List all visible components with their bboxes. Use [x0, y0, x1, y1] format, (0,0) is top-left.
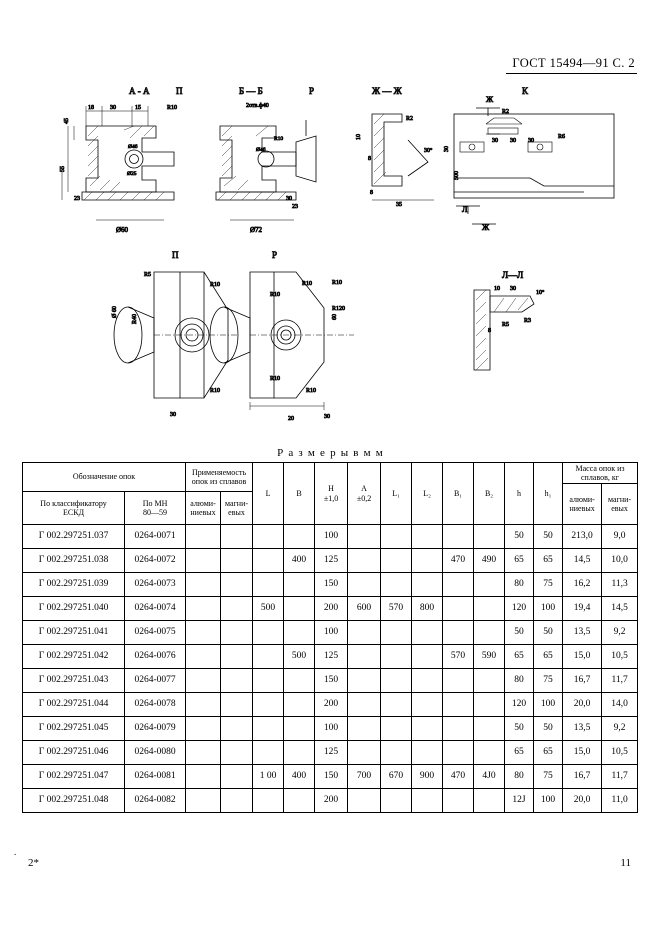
th-app-magn: магни- евых: [221, 492, 253, 525]
cell-L1: [381, 645, 412, 669]
cell-mass-alum: 16,7: [563, 765, 602, 789]
svg-text:30: 30: [444, 146, 450, 152]
th-L2: L₂: [412, 463, 443, 525]
cell-mn: 0264-0073: [125, 573, 186, 597]
cell-mass-alum: 19,4: [563, 597, 602, 621]
cell-L: [253, 525, 284, 549]
cell-classifier: Г 002.297251.039: [23, 573, 125, 597]
svg-text:Р: Р: [272, 250, 278, 260]
standard-number: ГОСТ 15494—91 С. 2: [512, 56, 635, 70]
svg-text:R6: R6: [558, 134, 566, 140]
table-header-row-1: [23, 463, 638, 484]
svg-text:Ø46: Ø46: [256, 147, 266, 153]
cell-mass-magn: 10,5: [602, 645, 638, 669]
cell-app-alum: [186, 693, 221, 717]
cell-classifier: Г 002.297251.040: [23, 597, 125, 621]
cell-A: [348, 525, 381, 549]
svg-text:К: К: [522, 86, 529, 96]
table-row[interactable]: [23, 717, 638, 741]
svg-text:R10: R10: [167, 105, 178, 111]
cell-mass-alum: 15,0: [563, 645, 602, 669]
cell-B1: 470: [443, 765, 474, 789]
svg-text:30: 30: [110, 105, 116, 111]
svg-text:30°: 30°: [424, 148, 433, 154]
cell-h: 65: [505, 645, 534, 669]
cell-h1: 50: [534, 621, 563, 645]
cell-app-magn: [221, 621, 253, 645]
cell-L1: [381, 789, 412, 813]
cell-mass-magn: 14,5: [602, 597, 638, 621]
cell-A: [348, 621, 381, 645]
svg-text:Ø72: Ø72: [250, 226, 263, 234]
cell-H: 150: [315, 573, 348, 597]
cell-B: [284, 717, 315, 741]
cell-mass-magn: 9,2: [602, 621, 638, 645]
cell-L2: [412, 741, 443, 765]
cell-B1: [443, 573, 474, 597]
svg-text:R10: R10: [306, 388, 317, 394]
document-header: [512, 56, 635, 71]
th-B: B: [284, 463, 315, 525]
th-A: A ±0,2: [348, 463, 381, 525]
cell-mass-alum: 20,0: [563, 789, 602, 813]
cell-h: 80: [505, 669, 534, 693]
svg-text:П: П: [172, 250, 179, 260]
cell-app-magn: [221, 645, 253, 669]
cell-B1: [443, 693, 474, 717]
cell-h: 80: [505, 573, 534, 597]
cell-h1: 65: [534, 645, 563, 669]
footer-left: 2*: [28, 857, 39, 869]
cell-L: [253, 789, 284, 813]
th-h1: h₁: [534, 463, 563, 525]
svg-text:Ø60: Ø60: [116, 226, 129, 234]
cell-B2: [474, 789, 505, 813]
svg-text:R120: R120: [332, 306, 346, 312]
cell-A: [348, 669, 381, 693]
svg-text:23: 23: [292, 204, 298, 210]
svg-text:30: 30: [286, 196, 292, 202]
svg-text:20: 20: [288, 416, 294, 422]
cell-app-magn: [221, 597, 253, 621]
cell-h: 65: [505, 741, 534, 765]
svg-text:Р: Р: [309, 86, 315, 96]
cell-mass-alum: 16,2: [563, 573, 602, 597]
cell-app-alum: [186, 669, 221, 693]
cell-B: [284, 693, 315, 717]
cell-H: 125: [315, 645, 348, 669]
cell-app-magn: [221, 765, 253, 789]
cell-classifier: Г 002.297251.048: [23, 789, 125, 813]
cell-app-alum: [186, 645, 221, 669]
cell-app-alum: [186, 621, 221, 645]
cell-app-alum: [186, 741, 221, 765]
svg-text:30: 30: [492, 138, 498, 144]
cell-L: [253, 621, 284, 645]
svg-text:R10: R10: [302, 281, 313, 287]
cell-A: [348, 717, 381, 741]
cell-h: 50: [505, 717, 534, 741]
svg-text:8: 8: [370, 190, 373, 196]
svg-text:8: 8: [488, 328, 491, 334]
cell-B1: [443, 597, 474, 621]
cell-B1: [443, 789, 474, 813]
cell-H: 150: [315, 669, 348, 693]
svg-text:R10: R10: [270, 292, 281, 298]
cell-L2: [412, 549, 443, 573]
cell-mn: 0264-0081: [125, 765, 186, 789]
cell-L: [253, 717, 284, 741]
cell-H: 100: [315, 525, 348, 549]
svg-text:55: 55: [60, 166, 66, 172]
table-row[interactable]: [23, 621, 638, 645]
th-B2: B₂: [474, 463, 505, 525]
cell-classifier: Г 002.297251.037: [23, 525, 125, 549]
th-mass-alum: алюми- ниевых: [563, 484, 602, 525]
table-row[interactable]: [23, 573, 638, 597]
cell-B2: 490: [474, 549, 505, 573]
cell-L: [253, 693, 284, 717]
cell-L1: [381, 549, 412, 573]
cell-L: [253, 549, 284, 573]
cell-mn: 0264-0078: [125, 693, 186, 717]
cell-B2: [474, 693, 505, 717]
cell-L: [253, 669, 284, 693]
table-row[interactable]: [23, 549, 638, 573]
cell-classifier: Г 002.297251.041: [23, 621, 125, 645]
cell-classifier: Г 002.297251.038: [23, 549, 125, 573]
cell-h: 50: [505, 621, 534, 645]
svg-text:18: 18: [88, 105, 94, 111]
cell-mass-alum: 16,7: [563, 669, 602, 693]
cell-L1: [381, 741, 412, 765]
cell-L1: [381, 621, 412, 645]
cell-app-magn: [221, 717, 253, 741]
svg-text:R10: R10: [274, 136, 284, 142]
cell-mn: 0264-0080: [125, 741, 186, 765]
cell-H: 125: [315, 741, 348, 765]
cell-mn: 0264-0074: [125, 597, 186, 621]
cell-h1: 75: [534, 669, 563, 693]
cell-B1: 470: [443, 549, 474, 573]
svg-text:Л: Л: [462, 205, 468, 214]
svg-text:R2: R2: [406, 116, 414, 122]
cell-mass-magn: 10,0: [602, 549, 638, 573]
svg-text:2отв.ф40: 2отв.ф40: [246, 103, 269, 109]
cell-B: [284, 669, 315, 693]
cell-L1: [381, 717, 412, 741]
svg-text:23: 23: [74, 196, 80, 202]
cell-mn: 0264-0071: [125, 525, 186, 549]
table-row[interactable]: [23, 525, 638, 549]
cell-h1: 65: [534, 741, 563, 765]
th-applicability: Применяемость опок из сплавов: [186, 463, 253, 492]
cell-app-alum: [186, 765, 221, 789]
table-body: [23, 525, 638, 813]
cell-A: [348, 549, 381, 573]
cell-L1: 570: [381, 597, 412, 621]
svg-text:30: 30: [510, 286, 516, 292]
cell-app-magn: [221, 789, 253, 813]
cell-L1: 670: [381, 765, 412, 789]
svg-text:500: 500: [454, 171, 460, 180]
cell-mn: 0264-0076: [125, 645, 186, 669]
th-B1: B₁: [443, 463, 474, 525]
cell-h1: 50: [534, 525, 563, 549]
th-h: h: [505, 463, 534, 525]
cell-H: 200: [315, 693, 348, 717]
svg-text:Ø 60: Ø 60: [112, 306, 118, 318]
svg-text:Ø46: Ø46: [128, 144, 138, 150]
cell-B2: 4J0: [474, 765, 505, 789]
cell-B: [284, 621, 315, 645]
svg-text:15: 15: [135, 105, 141, 111]
cell-mn: 0264-0079: [125, 717, 186, 741]
cell-B1: [443, 669, 474, 693]
cell-L2: [412, 645, 443, 669]
cell-B1: [443, 717, 474, 741]
th-designation: Обозначение опок: [23, 463, 186, 492]
cell-classifier: Г 002.297251.044: [23, 693, 125, 717]
svg-text:А - А: А - А: [129, 86, 150, 96]
header-rule: [506, 73, 637, 74]
table-row[interactable]: [23, 693, 638, 717]
cell-B2: [474, 597, 505, 621]
cell-H: 100: [315, 621, 348, 645]
cell-app-alum: [186, 789, 221, 813]
cell-mass-magn: 9,2: [602, 717, 638, 741]
cell-H: 200: [315, 597, 348, 621]
svg-text:Ж: Ж: [486, 95, 494, 104]
svg-text:R10: R10: [210, 282, 221, 288]
cell-B2: [474, 573, 505, 597]
cell-L: [253, 741, 284, 765]
cell-L2: [412, 693, 443, 717]
svg-text:R3: R3: [524, 318, 532, 324]
table-row[interactable]: [23, 789, 638, 813]
th-H: H ±1,0: [315, 463, 348, 525]
svg-text:R10: R10: [210, 388, 221, 394]
cell-mass-magn: 11,7: [602, 765, 638, 789]
th-L1: L₁: [381, 463, 412, 525]
th-L: L: [253, 463, 284, 525]
cell-L2: [412, 789, 443, 813]
cell-H: 200: [315, 789, 348, 813]
cell-app-magn: [221, 525, 253, 549]
cell-app-magn: [221, 549, 253, 573]
svg-text:30: 30: [528, 138, 534, 144]
cell-mass-alum: 13,5: [563, 717, 602, 741]
cell-B2: [474, 741, 505, 765]
cell-L2: 900: [412, 765, 443, 789]
cell-mn: 0264-0082: [125, 789, 186, 813]
cell-L2: [412, 669, 443, 693]
svg-text:Л—Л: Л—Л: [502, 270, 524, 280]
svg-text:30: 30: [170, 412, 176, 418]
svg-text:R40: R40: [132, 313, 138, 324]
cell-mn: 0264-0072: [125, 549, 186, 573]
cell-classifier: Г 002.297251.043: [23, 669, 125, 693]
cell-h: 50: [505, 525, 534, 549]
svg-text:Б — Б: Б — Б: [239, 86, 263, 96]
cell-app-alum: [186, 573, 221, 597]
cell-L2: [412, 621, 443, 645]
cell-app-magn: [221, 669, 253, 693]
cell-h1: 75: [534, 573, 563, 597]
cell-classifier: Г 002.297251.047: [23, 765, 125, 789]
table-row[interactable]: [23, 765, 638, 789]
svg-text:R5: R5: [502, 322, 510, 328]
table-row[interactable]: [23, 669, 638, 693]
svg-text:60: 60: [332, 314, 338, 320]
cell-classifier: Г 002.297251.042: [23, 645, 125, 669]
cell-A: [348, 645, 381, 669]
cell-B: [284, 741, 315, 765]
cell-B2: [474, 525, 505, 549]
cell-h: 120: [505, 597, 534, 621]
cell-app-alum: [186, 525, 221, 549]
cell-H: 150: [315, 765, 348, 789]
cell-mass-alum: 14,5: [563, 549, 602, 573]
cell-A: 700: [348, 765, 381, 789]
cell-B1: 570: [443, 645, 474, 669]
cell-app-alum: [186, 597, 221, 621]
cell-L2: [412, 525, 443, 549]
svg-text:10°: 10°: [536, 290, 545, 296]
cell-h1: 50: [534, 717, 563, 741]
cell-app-alum: [186, 717, 221, 741]
cell-B: 400: [284, 765, 315, 789]
cell-L: 1 00: [253, 765, 284, 789]
th-by-classifier: По классификатору ЕСКД: [23, 492, 125, 525]
cell-mass-alum: 13,5: [563, 621, 602, 645]
th-by-mn: По МН 80—59: [125, 492, 186, 525]
cell-h1: 100: [534, 597, 563, 621]
cell-mass-magn: 11,0: [602, 789, 638, 813]
cell-app-alum: [186, 549, 221, 573]
svg-text:Ж: Ж: [482, 223, 490, 232]
cell-L1: [381, 693, 412, 717]
cell-B2: [474, 669, 505, 693]
cell-B: [284, 597, 315, 621]
cell-A: 600: [348, 597, 381, 621]
cell-app-magn: [221, 573, 253, 597]
table-title: Р а з м е р ы в м м: [277, 447, 384, 459]
cell-h: 65: [505, 549, 534, 573]
cell-h: 12J: [505, 789, 534, 813]
cell-classifier: Г 002.297251.045: [23, 717, 125, 741]
cell-L2: 800: [412, 597, 443, 621]
cell-h: 80: [505, 765, 534, 789]
cell-mass-alum: 20,0: [563, 693, 602, 717]
svg-text:R10: R10: [270, 376, 281, 382]
cell-L1: [381, 669, 412, 693]
cell-B: 500: [284, 645, 315, 669]
svg-text:8: 8: [368, 156, 371, 162]
svg-text:Ø25: Ø25: [127, 171, 137, 177]
cell-H: 125: [315, 549, 348, 573]
cell-B: [284, 525, 315, 549]
th-app-alum: алюми- ниевых: [186, 492, 221, 525]
table-row[interactable]: [23, 741, 638, 765]
cell-L2: [412, 717, 443, 741]
svg-text:Ж — Ж: Ж — Ж: [372, 86, 402, 96]
cell-mass-magn: 11,3: [602, 573, 638, 597]
cell-L2: [412, 573, 443, 597]
cell-H: 100: [315, 717, 348, 741]
cell-A: [348, 573, 381, 597]
cell-mass-magn: 14,0: [602, 693, 638, 717]
cell-L1: [381, 573, 412, 597]
cell-B1: [443, 621, 474, 645]
svg-text:30: 30: [510, 138, 516, 144]
cell-A: [348, 741, 381, 765]
th-mass-magn: магни- евых: [602, 484, 638, 525]
svg-text:45: 45: [64, 118, 70, 124]
cell-L: [253, 645, 284, 669]
table-row[interactable]: [23, 597, 638, 621]
svg-text:R10: R10: [332, 280, 343, 286]
cell-L: [253, 573, 284, 597]
cell-A: [348, 693, 381, 717]
cell-B: 400: [284, 549, 315, 573]
svg-text:П: П: [176, 86, 183, 96]
cell-B2: [474, 717, 505, 741]
cell-h1: 75: [534, 765, 563, 789]
specifications-table: [22, 462, 638, 813]
cell-B: [284, 789, 315, 813]
cell-L: 500: [253, 597, 284, 621]
svg-text:R5: R5: [144, 272, 152, 278]
th-mass: Масса опок из сплавов, кг: [563, 463, 638, 484]
page-number: 11: [620, 857, 631, 869]
cell-mass-magn: 10,5: [602, 741, 638, 765]
cell-h1: 100: [534, 789, 563, 813]
cell-h1: 100: [534, 693, 563, 717]
cell-classifier: Г 002.297251.046: [23, 741, 125, 765]
svg-text:30: 30: [324, 414, 330, 420]
cell-B: [284, 573, 315, 597]
cell-mn: 0264-0077: [125, 669, 186, 693]
cell-B2: [474, 621, 505, 645]
technical-drawing: [24, 80, 638, 440]
svg-text:R2: R2: [502, 109, 510, 115]
cell-B2: 590: [474, 645, 505, 669]
cell-h: 120: [505, 693, 534, 717]
cell-mn: 0264-0075: [125, 621, 186, 645]
cell-app-magn: [221, 693, 253, 717]
svg-text:10: 10: [494, 286, 500, 292]
cell-mass-alum: 213,0: [563, 525, 602, 549]
cell-B1: [443, 525, 474, 549]
cell-mass-alum: 15,0: [563, 741, 602, 765]
cell-mass-magn: 9,0: [602, 525, 638, 549]
svg-text:35: 35: [396, 202, 402, 208]
svg-text:10: 10: [356, 134, 362, 140]
table-row[interactable]: [23, 645, 638, 669]
print-mark: .: [14, 847, 17, 857]
cell-mass-magn: 11,7: [602, 669, 638, 693]
cell-B1: [443, 741, 474, 765]
cell-A: [348, 789, 381, 813]
cell-h1: 65: [534, 549, 563, 573]
drawing-svg: [24, 80, 638, 440]
cell-app-magn: [221, 741, 253, 765]
cell-L1: [381, 525, 412, 549]
